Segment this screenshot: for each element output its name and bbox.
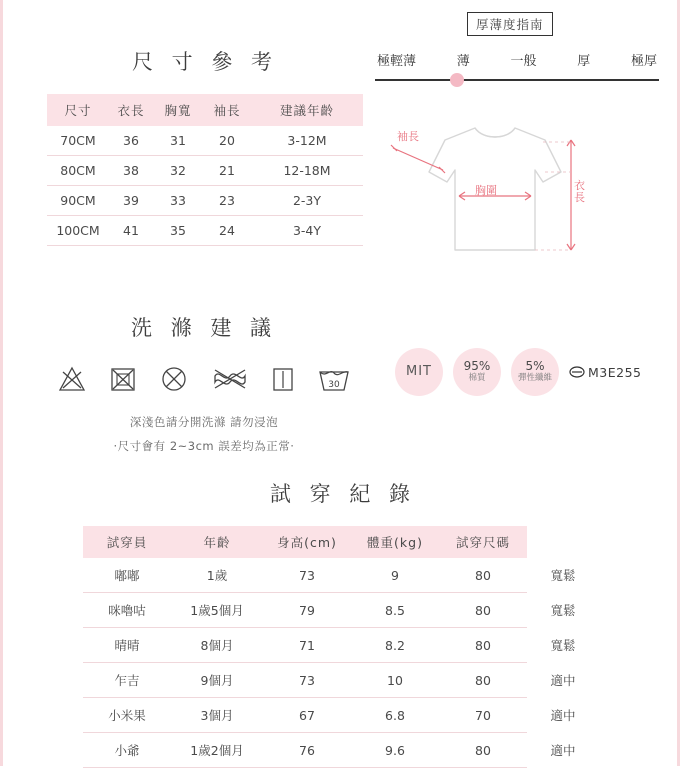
tryon-fit-cell: 適中 [550, 708, 576, 723]
tryon-header-fit [527, 526, 599, 558]
size-reference-section [47, 46, 363, 246]
size-cell: 39 [109, 186, 153, 216]
tryon-cell: 73 [263, 663, 351, 698]
spandex-percent: 5% [525, 359, 545, 374]
tryon-cell: 6.8 [351, 698, 439, 733]
table-row [83, 733, 599, 768]
spandex-badge [511, 348, 559, 396]
tryon-cell: 8個月 [171, 628, 263, 663]
tryon-fit-cell: 寬鬆 [550, 638, 576, 653]
table-row [83, 593, 599, 628]
tryon-cell: 67 [263, 698, 351, 733]
svg-text:30: 30 [328, 380, 340, 390]
size-cell: 3-4Y [251, 216, 363, 246]
size-cell: 100CM [47, 216, 109, 246]
size-cell: 24 [203, 216, 251, 246]
tryon-cell: 8.2 [351, 628, 439, 663]
table-row [83, 558, 599, 593]
oeko-tex-badge [569, 364, 642, 380]
tryon-section-title: 試 穿 紀 錄 [269, 482, 417, 506]
tryon-cell: 9 [351, 558, 439, 593]
wash-note-1: 深淺色請分開洗滌 請勿浸泡 [129, 415, 279, 429]
cotton-percent: 95% [463, 359, 491, 374]
oeko-code: M3E255 [588, 364, 642, 380]
tryon-fit-cell: 適中 [550, 743, 576, 758]
tryon-header-height: 身高(cm) [263, 526, 351, 558]
thickness-label-2: 一般 [510, 54, 537, 69]
size-header-sleeve: 袖長 [203, 94, 251, 126]
thickness-guide-section [375, 12, 659, 81]
size-cell: 35 [153, 216, 203, 246]
tryon-table [83, 526, 599, 768]
body-length-label: 衣長 [574, 179, 585, 205]
machine-wash-30-icon [317, 364, 351, 394]
tryon-header-age: 年齡 [171, 526, 263, 558]
size-cell: 12-18M [251, 156, 363, 186]
no-wring-icon [211, 364, 249, 394]
size-cell: 41 [109, 216, 153, 246]
tryon-fit-cell: 寬鬆 [550, 568, 576, 584]
table-row [83, 698, 599, 733]
size-cell: 90CM [47, 186, 109, 216]
thickness-label-3: 厚 [577, 54, 591, 69]
size-table-header-row [47, 94, 363, 126]
tryon-cell: 咪嚕咕 [83, 593, 171, 628]
table-row [47, 156, 363, 186]
tryon-cell: 9個月 [171, 663, 263, 698]
tryon-cell: 73 [263, 558, 351, 593]
garment-measurement-diagram [375, 118, 665, 288]
tryon-cell: 70 [439, 698, 527, 733]
size-header-chest: 胸寬 [153, 94, 203, 126]
size-cell: 2-3Y [251, 186, 363, 216]
size-header-length: 衣長 [109, 94, 153, 126]
size-cell: 3-12M [251, 126, 363, 156]
sleeve-length-label: 袖長 [397, 130, 419, 143]
size-section-title: 尺 寸 參 考 [131, 50, 279, 74]
tryon-cell: 10 [351, 663, 439, 698]
tryon-cell: 76 [263, 733, 351, 768]
thickness-label-0: 極輕薄 [377, 54, 417, 69]
size-cell: 36 [109, 126, 153, 156]
tryon-cell: 1歲5個月 [171, 593, 263, 628]
size-cell: 31 [153, 126, 203, 156]
thickness-scale-labels [375, 50, 659, 69]
tryon-cell: 80 [439, 628, 527, 663]
tryon-cell: 乍吉 [83, 663, 171, 698]
tryon-cell: 1歲2個月 [171, 733, 263, 768]
wash-section-title: 洗 滌 建 議 [130, 316, 278, 340]
wash-note-2: ‧尺寸會有 2~3cm 誤差均為正常‧ [113, 439, 295, 453]
no-tumble-dry-icon [108, 364, 138, 394]
size-cell: 33 [153, 186, 203, 216]
size-cell: 20 [203, 126, 251, 156]
spandex-label: 彈性纖維 [517, 373, 552, 384]
size-cell: 32 [153, 156, 203, 186]
table-row [83, 663, 599, 698]
mit-label: MIT [406, 363, 432, 379]
tryon-cell: 80 [439, 558, 527, 593]
no-dry-clean-icon [159, 364, 189, 394]
tryon-cell: 71 [263, 628, 351, 663]
size-header-size: 尺寸 [47, 94, 109, 126]
tryon-table-header-row [83, 526, 599, 558]
wash-care-section [39, 312, 369, 454]
drip-dry-icon [270, 364, 296, 394]
tryon-header-tester: 試穿員 [83, 526, 171, 558]
thickness-scale-bar [375, 79, 659, 81]
tryon-cell: 79 [263, 593, 351, 628]
tryon-fit-cell: 寬鬆 [550, 603, 576, 618]
oeko-tex-icon [569, 364, 585, 380]
tryon-cell: 9.6 [351, 733, 439, 768]
table-row [47, 126, 363, 156]
mit-badge [395, 348, 443, 396]
size-header-age: 建議年齡 [251, 94, 363, 126]
tryon-cell: 3個月 [171, 698, 263, 733]
thickness-label-4: 極厚 [630, 54, 657, 69]
tryon-header-size: 試穿尺碼 [439, 526, 527, 558]
material-badges [395, 348, 642, 396]
tryon-header-weight: 體重(kg) [351, 526, 439, 558]
thickness-badge: 厚薄度指南 [467, 12, 553, 36]
table-row [47, 186, 363, 216]
chest-width-label: 胸圍 [475, 184, 497, 197]
tryon-record-section [47, 478, 639, 768]
table-row [47, 216, 363, 246]
tryon-fit-cell: 適中 [550, 673, 576, 688]
tryon-cell: 80 [439, 663, 527, 698]
tryon-cell: 小米果 [83, 698, 171, 733]
tryon-cell: 80 [439, 593, 527, 628]
cotton-label: 棉質 [468, 373, 486, 384]
size-cell: 80CM [47, 156, 109, 186]
tryon-cell: 80 [439, 733, 527, 768]
tryon-cell: 小爺 [83, 733, 171, 768]
tryon-cell: 8.5 [351, 593, 439, 628]
size-cell: 70CM [47, 126, 109, 156]
tryon-cell: 嘟嘟 [83, 558, 171, 593]
thickness-label-1: 薄 [456, 54, 470, 69]
wash-icon-row [39, 364, 369, 394]
size-cell: 23 [203, 186, 251, 216]
thickness-indicator-dot [450, 73, 464, 87]
size-table [47, 94, 363, 246]
size-cell: 21 [203, 156, 251, 186]
tryon-cell: 晴晴 [83, 628, 171, 663]
tryon-cell: 1歲 [171, 558, 263, 593]
cotton-badge [453, 348, 501, 396]
size-cell: 38 [109, 156, 153, 186]
no-bleach-icon [57, 364, 87, 394]
table-row [83, 628, 599, 663]
